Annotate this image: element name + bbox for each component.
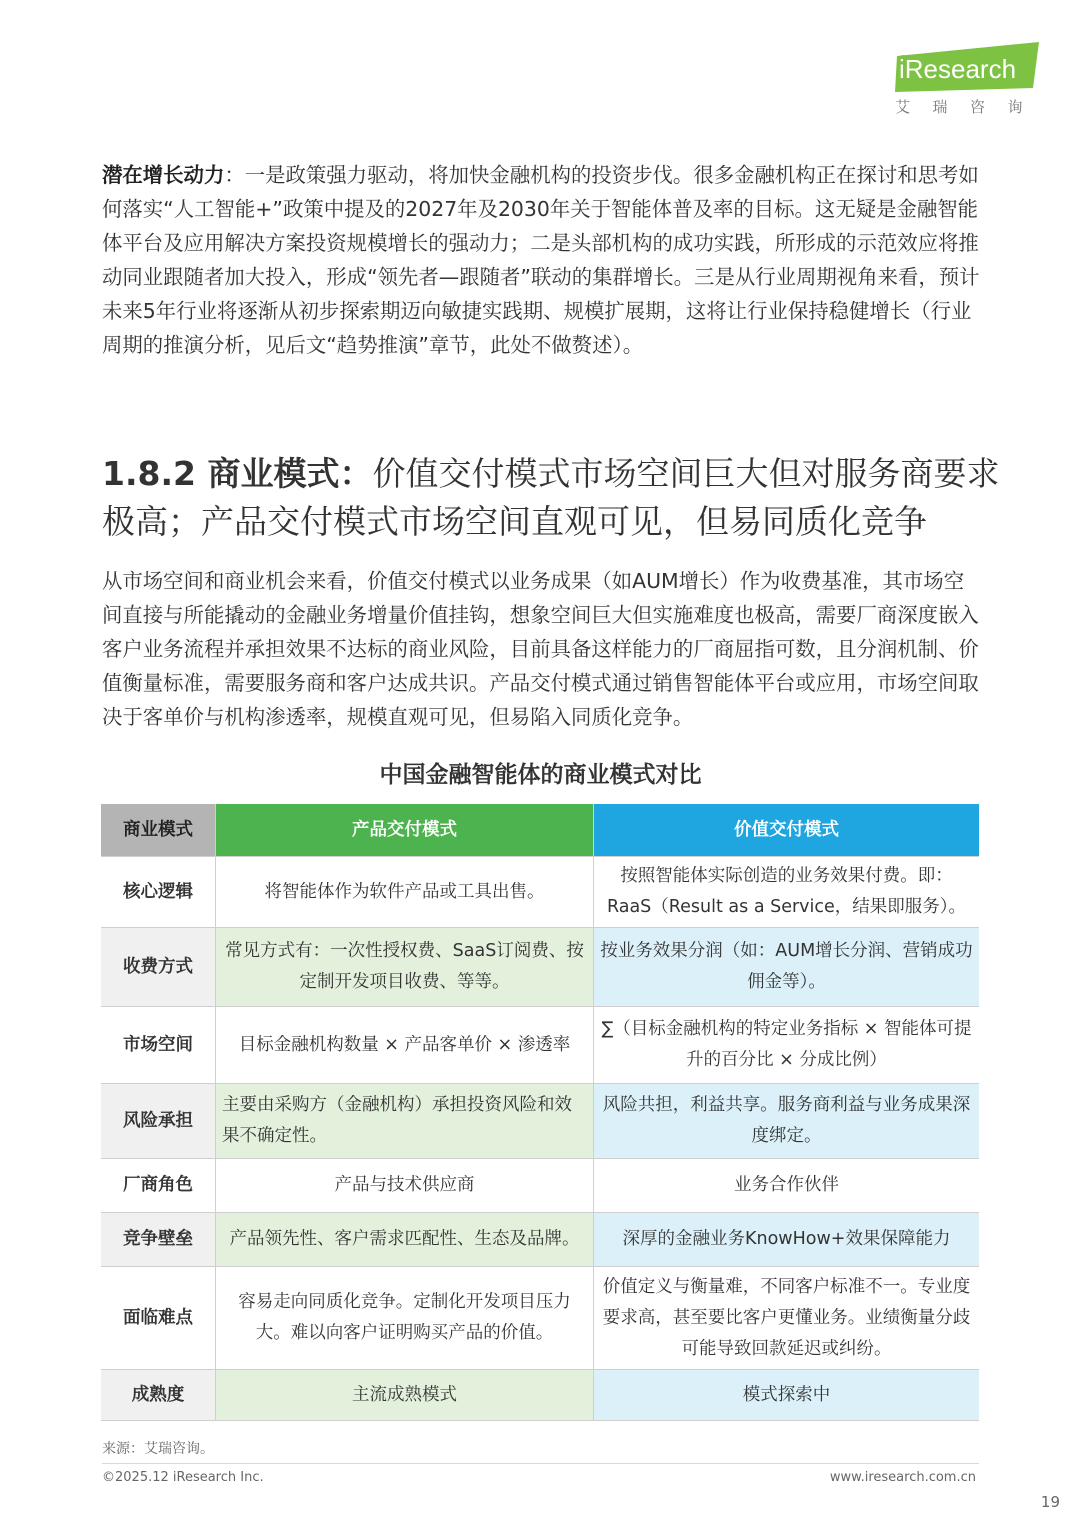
footer-divider xyxy=(102,1463,979,1464)
logo-subtitle: 艾 瑞 咨 询 xyxy=(895,98,1023,116)
header-business-model: 商业模式 xyxy=(101,804,216,857)
row-label: 市场空间 xyxy=(101,1007,216,1084)
table-header-row xyxy=(101,804,979,857)
value-cell: 按业务效果分润（如：AUM增长分润、营销成功佣金等）。 xyxy=(594,928,980,1007)
product-cell: 主要由采购方（金融机构）承担投资风险和效果不确定性。 xyxy=(216,1084,594,1159)
table-row xyxy=(101,1084,979,1159)
table-row xyxy=(101,857,979,928)
product-cell: 容易走向同质化竞争。定制化开发项目压力大。难以向客户证明购买产品的价值。 xyxy=(216,1267,594,1370)
iresearch-logo xyxy=(895,42,1045,117)
product-cell: 目标金融机构数量 × 产品客单价 × 渗透率 xyxy=(216,1007,594,1084)
header-value-delivery: 价值交付模式 xyxy=(594,804,980,857)
product-cell: 将智能体作为软件产品或工具出售。 xyxy=(216,857,594,928)
growth-drivers-paragraph xyxy=(102,158,982,362)
table-row xyxy=(101,1159,979,1213)
source-note: 来源：艾瑞咨询。 xyxy=(102,1441,214,1457)
row-label: 竞争壁垒 xyxy=(101,1213,216,1267)
growth-drivers-body: ：一是政策强力驱动，将加快金融机构的投资步伐。很多金融机构正在探讨和思考如何落实“人工智能+”政策中提及的2027年及2030年关于智能体普及率的目标。这无疑是金融智能体平台及应用解决方案投资规模增长的强动力；二是头部机构的成功实践，所形成的示范效应将推动同业跟随者加大投入，形成“领先者—跟随者”联动的集群增长。三是从行业周期视角来看，预计未来5年行业将逐渐从初步探索期迈向敏捷实践期、规模扩展期，这将让行业保持稳健增长（行业周期的推演分析，见后文“趋势推演”章节，此处不做赘述）。 xyxy=(102,163,980,357)
row-label: 厂商角色 xyxy=(101,1159,216,1213)
market-space-paragraph: 从市场空间和商业机会来看，价值交付模式以业务成果（如AUM增长）作为收费基准，其市场空间直接与所能撬动的金融业务增量价值挂钩，想象空间巨大但实施难度也极高，需要厂商深度嵌入客户业务流程并承担效果不达标的商业风险，目前具备这样能力的厂商屈指可数，且分润机制、价值衡量标准，需要服务商和客户达成共识。产品交付模式通过销售智能体平台或应用，市场空间取决于客单价与机构渗透率，规模直观可见，但易陷入同质化竞争。 xyxy=(102,569,979,729)
product-cell: 主流成熟模式 xyxy=(216,1370,594,1421)
website-link[interactable]: www.iresearch.com.cn xyxy=(829,1470,976,1485)
table-title: 中国金融智能体的商业模式对比 xyxy=(379,762,702,788)
product-cell: 常见方式有：一次性授权费、SaaS订阅费、按定制开发项目收费、等等。 xyxy=(216,928,594,1007)
row-label: 面临难点 xyxy=(101,1267,216,1370)
section-number-title: 1.8.2 商业模式： xyxy=(102,454,373,493)
table-row xyxy=(101,1370,979,1421)
table-row xyxy=(101,928,979,1007)
row-label: 风险承担 xyxy=(101,1084,216,1159)
value-cell: 模式探索中 xyxy=(594,1370,980,1421)
growth-drivers-lead: 潜在增长动力 xyxy=(102,163,225,187)
page-number: 19 xyxy=(1040,1493,1060,1511)
table-row xyxy=(101,1213,979,1267)
section-heading xyxy=(102,450,1002,546)
value-cell: ∑（目标金融机构的特定业务指标 × 智能体可提升的百分比 × 分成比例） xyxy=(594,1007,980,1084)
value-cell: 按照智能体实际创造的业务效果付费。即：RaaS（Result as a Service，结果即服务）。 xyxy=(594,857,980,928)
value-cell: 价值定义与衡量难，不同客户标准不一。专业度要求高，甚至要比客户更懂业务。业绩衡量分歧可能导致回款延迟或纠纷。 xyxy=(594,1267,980,1370)
product-cell: 产品领先性、客户需求匹配性、生态及品牌。 xyxy=(216,1213,594,1267)
product-cell: 产品与技术供应商 xyxy=(216,1159,594,1213)
logo-brand-text: iResearch xyxy=(899,54,1017,84)
logo-mark xyxy=(895,42,1045,94)
table-row xyxy=(101,1267,979,1370)
row-label: 核心逻辑 xyxy=(101,857,216,928)
table-row xyxy=(101,1007,979,1084)
value-cell: 业务合作伙伴 xyxy=(594,1159,980,1213)
row-label: 收费方式 xyxy=(101,928,216,1007)
copyright: ©2025.12 iResearch Inc. xyxy=(102,1470,264,1485)
row-label: 成熟度 xyxy=(101,1370,216,1421)
value-cell: 风险共担，利益共享。服务商利益与业务成果深度绑定。 xyxy=(594,1084,980,1159)
business-model-comparison-table xyxy=(101,804,979,1421)
section-heading-rest: 价值交付模式市场空间巨大但对服务商要求极高；产品交付模式市场空间直观可见，但易同质化竞争 xyxy=(102,454,1000,541)
value-cell: 深厚的金融业务KnowHow+效果保障能力 xyxy=(594,1213,980,1267)
header-product-delivery: 产品交付模式 xyxy=(216,804,594,857)
